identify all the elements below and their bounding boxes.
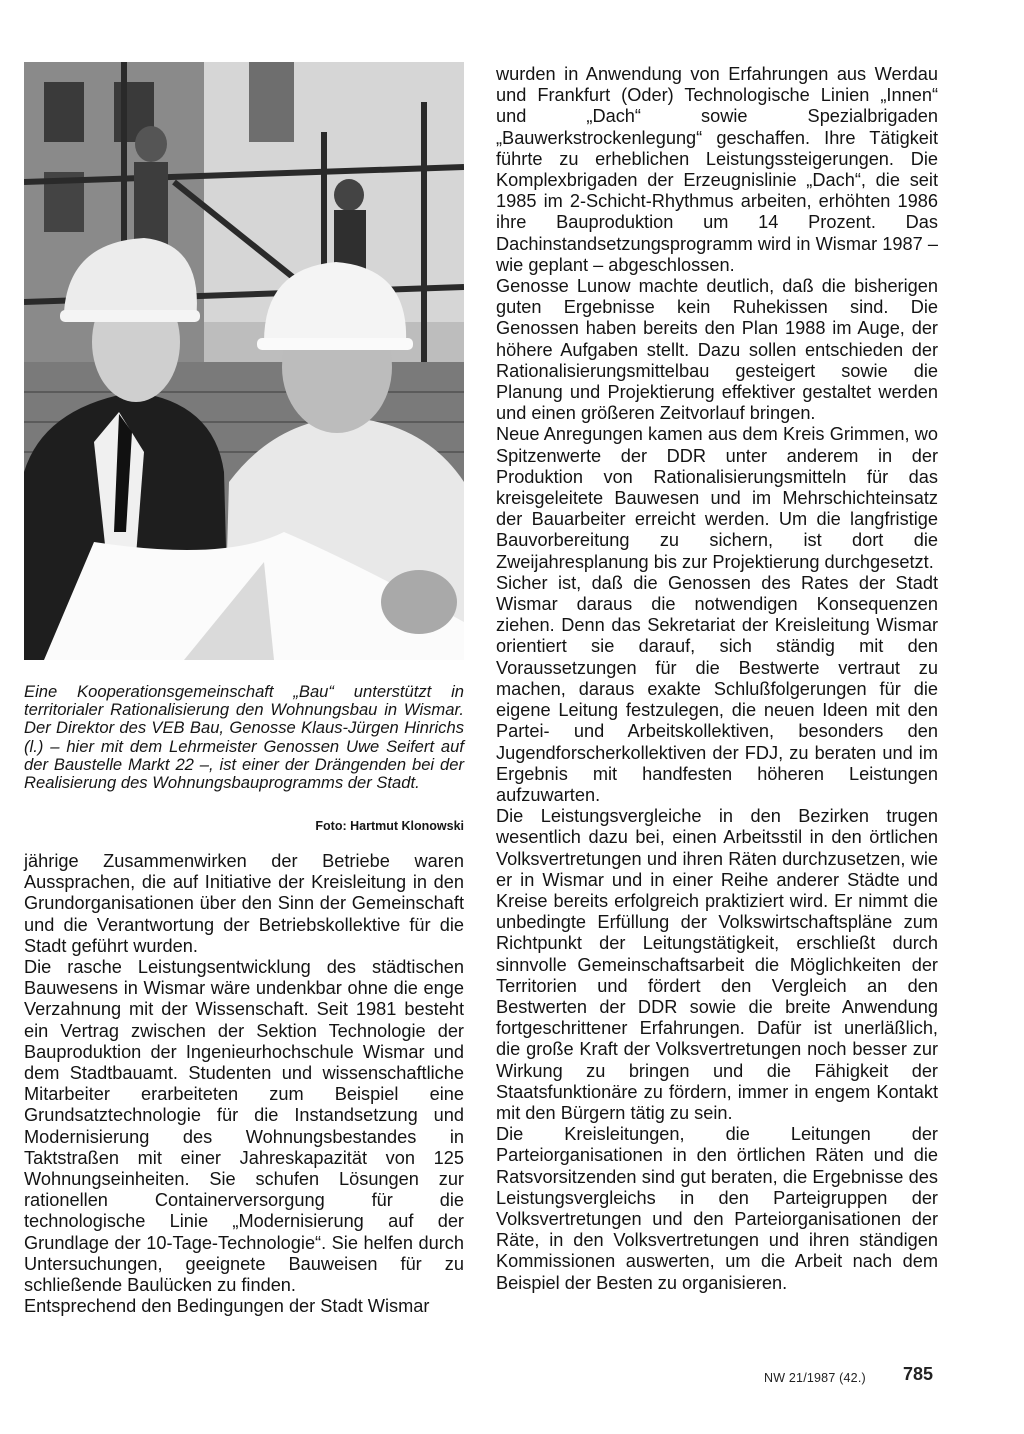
left-text-column [24,851,464,1317]
paragraph: wurden in Anwendung von Erfahrungen aus Werdau und Frankfurt (Oder) Technologische Linien „Innen“ und „Dach“ sowie Spezialbrigaden „Bauwerkstrockenlegung“ geschaffen. Ihre Tätigkeit führte zu erheblichen Leistungssteigerungen. Die Komplexbrigaden der Erzeugnislinie „Dach“, die seit 1985 im 2-Schicht-Rhythmus arbeiten, erhöhten 1986 ihre Bauproduktion um 14 Prozent. Das Dachinstandsetzungsprogramm wird in Wismar 1987 – wie geplant – abgeschlossen. [496,64,938,275]
construction-site-photo [24,62,464,660]
paragraph: Genosse Lunow machte deutlich, daß die bisherigen guten Ergebnisse kein Ruhekissen sind. Die Genossen haben bereits den Plan 1988 im Auge, der höhere Aufgaben stellt. Dazu sollen entschieden der Rationalisierungsmittelbau gesteigert sowie die Planung und Projektierung effektiver gestaltet werden und einen größeren Zeitvorlauf bringen. [496,276,938,424]
right-text-column [496,64,938,1294]
page-number: 785 [903,1364,934,1384]
photo-caption: Eine Kooperationsgemeinschaft „Bau“ unterstützt in territorialer Rationalisierung den Wohnungsbau in Wismar. Der Direktor des VEB Bau, Genosse Klaus-Jürgen Hinrichs (l.) – hier mit dem Lehrmeister Genossen Uwe Seifert auf der Baustelle Markt 22 –, ist einer der Drängenden bei der Realisierung des Wohnungsbauprogramms der Stadt. [24,682,464,793]
paragraph: Neue Anregungen kamen aus dem Kreis Grimmen, wo Spitzenwerte der DDR unter anderem in der Produktion von Rationalisierungsmitteln für das kreisgeleitete Bauwesen und im Mehrschichteinsatz der Bauarbeiter erreicht werden. Um die langfristige Bauvorbereitung zu sichern, ist dort die Zweijahresplanung bis zur Projektierung durchgesetzt. [496,424,938,572]
paragraph: Die Leistungsvergleiche in den Bezirken trugen wesentlich dazu bei, einen Arbeitsstil in den örtlichen Volksvertretungen und ihren Räten durchzusetzen, wie er in Wismar und in einer Reihe anderer Städte und Kreise bereits erfolgreich praktiziert wird. Er nimmt die unbedingte Erfüllung der Volkswirtschaftspläne zum Richtpunkt der Leitungstätigkeit, erschließt durch sinnvolle Gemeinschaftsarbeit die Möglichkeiten der Territorien und fördert den Vergleich an den Bestwerten der DDR sowie die breite Anwendung fortgeschrittener Erfahrungen. Dafür ist unerläßlich, die große Kraft der Volksvertretungen noch besser zur Wirkung zu bringen und die Fähigkeit der Staatsfunktionäre zu fördern, immer in engem Kontakt mit den Bürgern tätig zu sein. [496,806,938,1123]
paragraph: Die rasche Leistungsentwicklung des städtischen Bauwesens in Wismar wäre undenkbar ohne die enge Verzahnung mit der Wissenschaft. Seit 1981 besteht ein Vertrag zwischen der Sektion Technologie der Bauproduktion der Ingenieurhochschule Wismar und dem Stadtbauamt. Studenten und wissenschaftliche Mitarbeiter erarbeiteten zum Beispiel eine Grundsatztechnologie für die Instandsetzung und Modernisierung des Wohnungsbestandes in Taktstraßen mit einer Jahreskapazität von 125 Wohnungseinheiten. Sie schufen Lösungen zur rationellen Containerversorgung für die technologische Linie „Modernisierung auf der Grundlage der 10-Tage-Technologie“. Sie helfen durch Untersuchungen, geeignete Bauweisen für zu schließende Baulücken zu finden. [24,957,464,1296]
issue-reference: NW 21/1987 (42.) [764,1371,866,1385]
paragraph: Sicher ist, daß die Genossen des Rates der Stadt Wismar daraus die notwendigen Konsequenzen ziehen. Denn das Sekretariat der Kreisleitung Wismar orientiert sie darauf, sich ständig mit den Voraussetzungen für die Bestwerte vertraut zu machen, daraus exakte Schlußfolgerungen für die eigene Leitung festzulegen, die neuen Ideen mit den Partei- und Arbeitskollektiven, besonders den Jugendforscherkollektiven der FDJ, zu beraten und im Ergebnis mit handfesten höheren Leistungen aufzuwarten. [496,572,938,805]
photo-illustration [24,62,464,660]
paragraph: Die Kreisleitungen, die Leitungen der Parteiorganisationen in den örtlichen Räten und die Ratsvorsitzenden sind gut beraten, die Ergebnisse des Leistungsvergleichs in den Parteigruppen der Volksvertretungen und den Parteiorganisationen der Räte, in den Volksvertretungen und ihren ständigen Kommissionen auswerten, um die Arbeit nach dem Beispiel der Besten zu organisieren. [496,1124,938,1293]
paragraph: Entsprechend den Bedingungen der Stadt Wismar [24,1296,430,1317]
paragraph: jährige Zusammenwirken der Betriebe waren Aussprachen, die auf Initiative der Kreisleitung in den Grundorganisationen über den Sinn der Gemeinschaft und die Verantwortung der Betriebskollektive für die Stadt geführt wurden. [24,851,464,956]
photo-credit: Foto: Hartmut Klonowski [315,819,464,833]
